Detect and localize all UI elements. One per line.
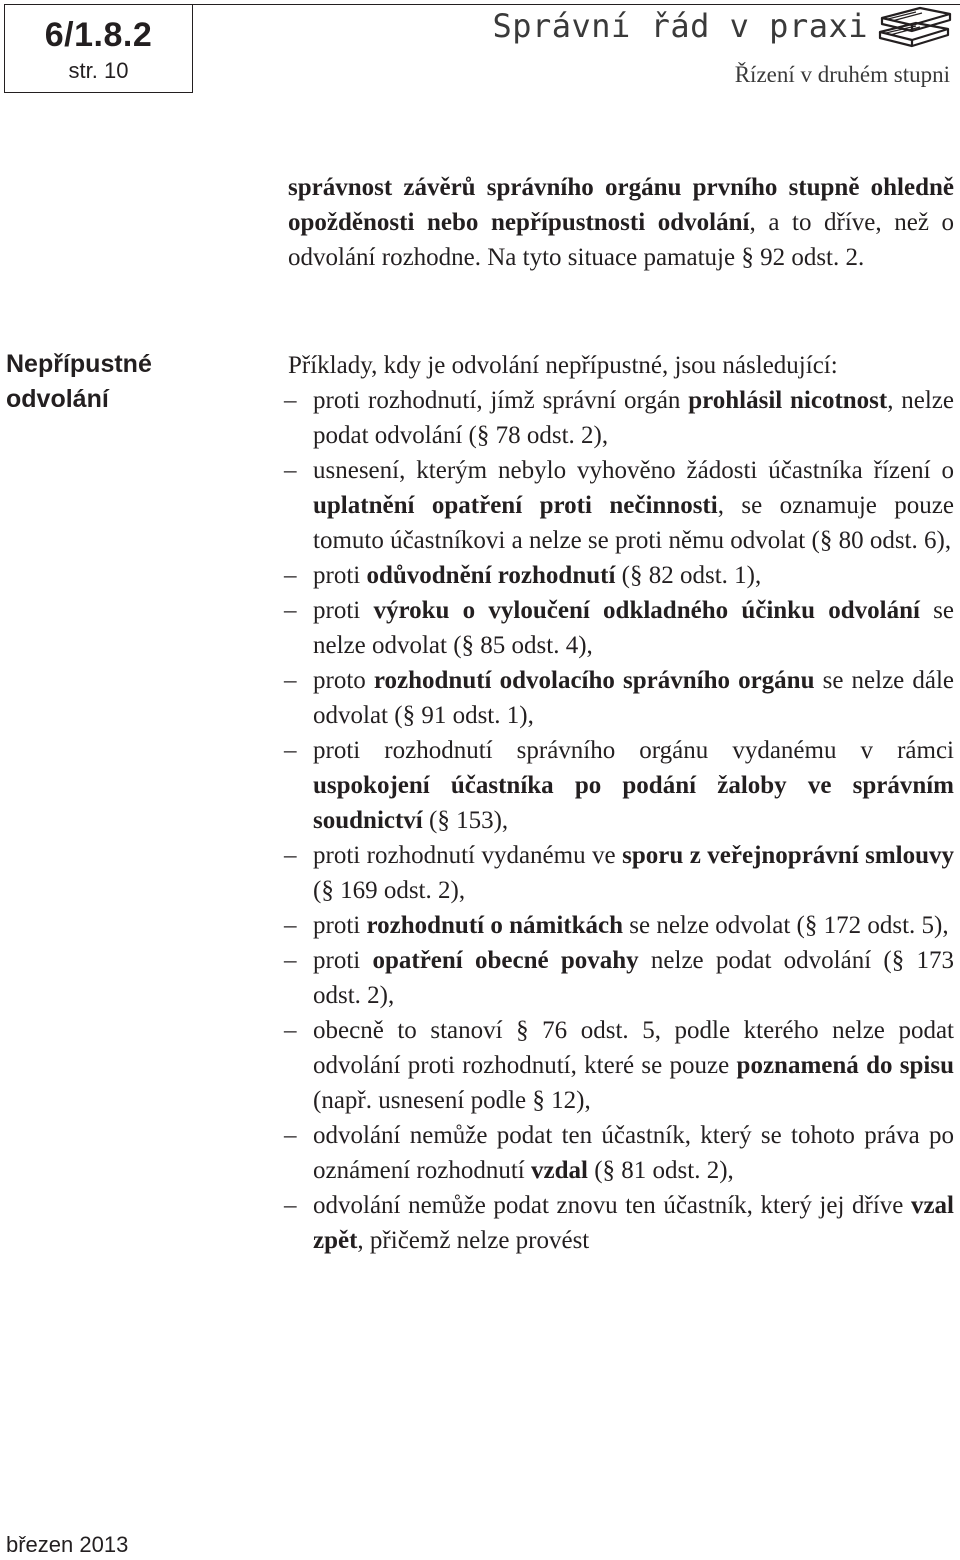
list-item-text: usnesení, kterým nebylo vyhověno žádosti účastníka řízení o: [313, 457, 954, 484]
header-rule: [193, 4, 960, 5]
list-item: [288, 838, 954, 908]
list-item-bold: výroku o vyloučení odkladného účinku odvolání: [373, 597, 920, 624]
list-item-text: (§ 81 odst. 2),: [587, 1157, 734, 1184]
list-item-text: , přičemž nelze provést: [357, 1227, 590, 1254]
list-item: [288, 558, 954, 593]
list-item: [288, 383, 954, 453]
list-item-bold: rozhodnutí o námitkách: [366, 912, 623, 939]
footer-date: březen 2013: [6, 1532, 129, 1557]
list-item-bold: odůvodnění rozhodnutí: [366, 562, 616, 589]
list-item-text: , nelze podat odvolání (§ 78 odst. 2),: [313, 387, 955, 449]
margin-note-line-2: odvolání: [6, 385, 109, 413]
list-item: [288, 1118, 954, 1188]
list-item: [288, 1188, 954, 1258]
list-item-bold: uspokojení účastníka po podání žaloby ve správním soudnictví: [313, 772, 954, 834]
list-item-text: (např. usnesení podle § 12),: [313, 1087, 591, 1114]
list-item-text: odvolání nemůže podat znovu ten účastník, který jej dříve: [313, 1192, 911, 1219]
list-item: [288, 593, 954, 663]
examples-section: [288, 348, 954, 1258]
intro-bold: správnost závěrů správního orgánu prvního stupně ohledně opožděnosti nebo nepřípustnosti odvolání: [288, 174, 954, 236]
page-label: str. 10: [68, 58, 129, 83]
list-item: [288, 1013, 954, 1118]
list-item-text: proti rozhodnutí správního orgánu vydanému v rámci: [313, 737, 954, 764]
list-item-text: se nelze odvolat (§ 85 odst. 4),: [313, 597, 955, 659]
list-item-text: proti rozhodnutí vydanému ve: [313, 842, 623, 869]
list-item-text: proti: [313, 947, 373, 974]
list-item-text: (§ 169 odst. 2),: [313, 877, 466, 904]
list-item-text: nelze podat odvolání (§ 173 odst. 2),: [313, 947, 954, 1009]
chapter-title: Řízení v druhém stupni: [734, 62, 950, 87]
list-item-text: (§ 153),: [422, 807, 509, 834]
book-title: Správní řád v praxi: [492, 7, 868, 45]
list-item: [288, 943, 954, 1013]
list-item-text: se nelze dále odvolat (§ 91 odst. 1),: [313, 667, 954, 729]
examples-lead: Příklady, kdy je odvolání nepřípustné, jsou následující:: [288, 352, 838, 379]
list-item-text: proti: [313, 562, 367, 589]
list-item-text: proti: [313, 912, 367, 939]
list-item: [288, 663, 954, 733]
list-item: [288, 453, 954, 558]
list-item-bold: vzdal: [531, 1157, 588, 1184]
list-item-bold: rozhodnutí odvolacího správního orgánu: [373, 667, 815, 694]
intro-rest: , a to dříve, než o odvolání rozhodne. Na tyto situace pamatuje § 92 odst. 2.: [288, 209, 955, 271]
intro-paragraph: [288, 170, 954, 275]
list-item-text: obecně to stanoví § 76 odst. 5, podle kterého nelze podat odvolání proti rozhodnutí, které se pouze: [313, 1017, 954, 1079]
margin-note-line-1: Nepřípustné: [6, 350, 152, 378]
examples-list: [288, 383, 954, 1258]
list-item-text: proti: [313, 597, 374, 624]
list-item-bold: uplatnění opatření proti nečinnosti: [313, 492, 718, 519]
stacked-books-icon: [876, 4, 954, 50]
list-item-text: odvolání nemůže podat ten účastník, který se tohoto práva po oznámení rozhodnutí: [313, 1122, 954, 1184]
list-item-text: proti rozhodnutí, jímž správní orgán: [313, 387, 689, 414]
list-item-bold: vzal zpět: [313, 1192, 954, 1254]
margin-note: [6, 347, 186, 417]
list-item-bold: opatření obecné povahy: [372, 947, 639, 974]
list-item: [288, 908, 954, 943]
list-item-text: se nelze odvolat (§ 172 odst. 5),: [623, 912, 949, 939]
list-item-text: proto: [313, 667, 374, 694]
list-item-bold: sporu z veřejnoprávní smlouvy: [622, 842, 955, 869]
list-item-bold: prohlásil nicotnost: [688, 387, 888, 414]
section-number: 6/1.8.2: [44, 16, 153, 54]
list-item: [288, 733, 954, 838]
list-item-bold: poznamená do spisu: [736, 1052, 954, 1079]
list-item-text: , se oznamuje pouze tomuto účastníkovi a nelze se proti němu odvolat (§ 80 odst. 6),: [313, 492, 955, 554]
page-number-box: [4, 4, 193, 93]
list-item-text: (§ 82 odst. 1),: [615, 562, 762, 589]
